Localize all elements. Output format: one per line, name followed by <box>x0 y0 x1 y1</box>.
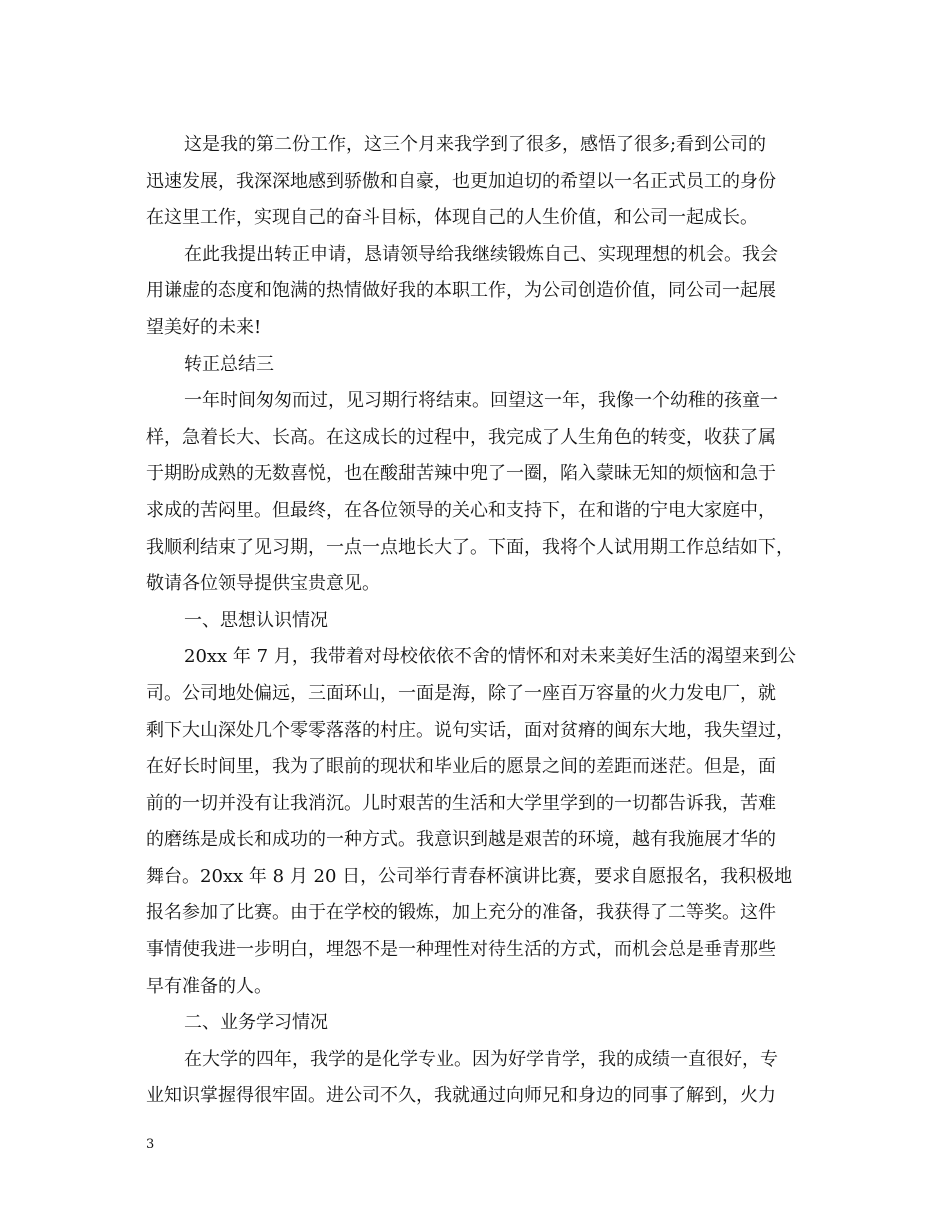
text-line: 迅速发展，我深深地感到骄傲和自豪，也更加迫切的希望以一名正式员工的身份 <box>146 170 776 192</box>
text-line: 我顺利结束了见习期，一点一点地长大了。下面，我将个人试用期工作总结如下， <box>146 536 794 558</box>
text-line: 在这里工作，实现自己的奋斗目标，体现自己的人生价值，和公司一起成长。 <box>146 207 758 229</box>
text-line: 敬请各位领导提供宝贵意见。 <box>146 573 380 595</box>
text-line: 剩下大山深处几个零零落落的村庄。说句实话，面对贫瘠的闽东大地，我失望过， <box>146 719 794 741</box>
text-line: 求成的苦闷里。但最终，在各位领导的关心和支持下，在和谐的宁电大家庭中， <box>146 499 776 521</box>
text-line: 一、思想认识情况 <box>184 609 328 631</box>
text-line: 司。公司地处偏远，三面环山，一面是海，除了一座百万容量的火力发电厂，就 <box>146 682 776 704</box>
text-line: 早有准备的人。 <box>146 975 272 997</box>
text-line: 20xx 年 7 月，我带着对母校依依不舍的情怀和对未来美好生活的渴望来到公 <box>184 646 796 668</box>
text-line: 用谦虚的态度和饱满的热情做好我的本职工作，为公司创造价值，同公司一起展 <box>146 280 776 302</box>
text-line: 样，急着长大、长高。在这成长的过程中，我完成了人生角色的转变，收获了属 <box>146 426 776 448</box>
text-line: 报名参加了比赛。由于在学校的锻炼，加上充分的准备，我获得了二等奖。这件 <box>146 902 776 924</box>
text-line: 于期盼成熟的无数喜悦，也在酸甜苦辣中兜了一圈，陷入蒙昧无知的烦恼和急于 <box>146 463 776 485</box>
page-number: 3 <box>146 1137 155 1152</box>
text-line: 在大学的四年，我学的是化学专业。因为好学肯学，我的成绩一直很好，专 <box>184 1048 778 1070</box>
text-line: 的磨练是成长和成功的一种方式。我意识到越是艰苦的环境，越有我施展才华的 <box>146 829 776 851</box>
text-line: 前的一切并没有让我消沉。儿时艰苦的生活和大学里学到的一切都告诉我，苦难 <box>146 792 776 814</box>
text-line: 二、业务学习情况 <box>184 1012 328 1034</box>
text-line: 业知识掌握得很牢固。进公司不久，我就通过向师兄和身边的同事了解到，火力 <box>146 1085 776 1107</box>
text-line: 在此我提出转正申请，恳请领导给我继续锻炼自己、实现理想的机会。我会 <box>184 243 778 265</box>
text-line: 舞台。20xx 年 8 月 20 日，公司举行青春杯演讲比赛，要求自愿报名，我积极地 <box>146 865 793 887</box>
text-line: 事情使我进一步明白，埋怨不是一种理性对待生活的方式，而机会总是垂青那些 <box>146 939 776 961</box>
text-line: 望美好的未来! <box>146 316 262 338</box>
text-line: 转正总结三 <box>184 353 274 375</box>
text-line: 一年时间匆匆而过，见习期行将结束。回望这一年，我像一个幼稚的孩童一 <box>184 390 778 412</box>
text-line: 这是我的第二份工作，这三个月来我学到了很多，感悟了很多;看到公司的 <box>184 134 767 155</box>
document-body <box>146 127 808 1115</box>
text-line: 在好长时间里，我为了眼前的现状和毕业后的愿景之间的差距而迷茫。但是，面 <box>146 756 776 778</box>
